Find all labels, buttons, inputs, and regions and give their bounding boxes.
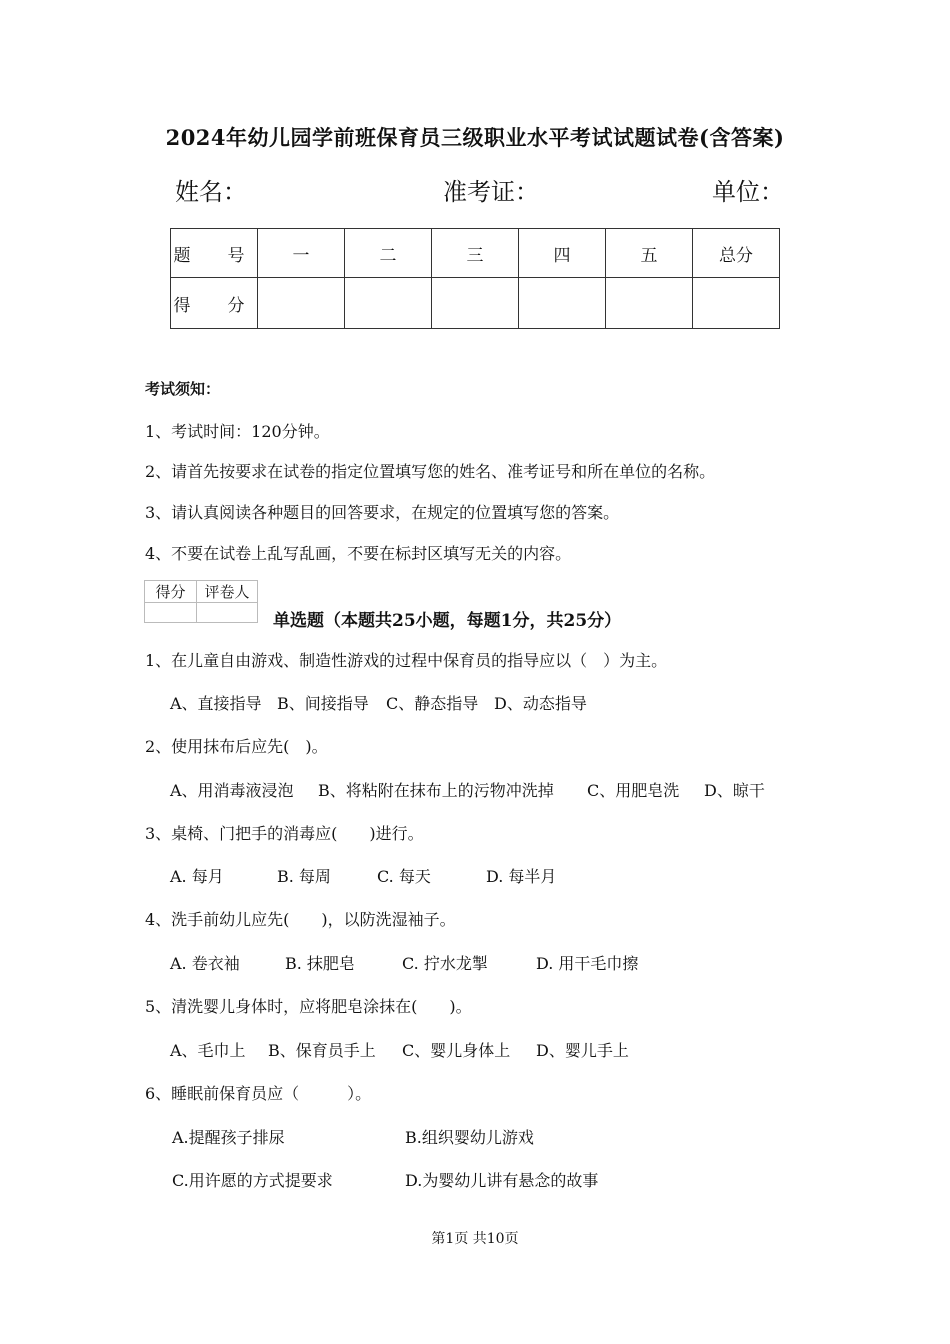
question-stem: 5、清洗婴儿身体时，应将肥皂涂抹在( )。: [145, 997, 472, 1016]
grader-score-cell[interactable]: [145, 603, 197, 623]
score-table-score-row: [171, 278, 780, 329]
notice-item: 1、考试时间：120分钟。: [145, 422, 330, 441]
option[interactable]: D、婴儿手上: [536, 1041, 629, 1060]
grader-score-label: 得分: [145, 581, 197, 603]
grader-name-label: 评卷人: [197, 581, 258, 603]
option[interactable]: C、静态指导: [386, 694, 479, 713]
notice-item: 2、请首先按要求在试卷的指定位置填写您的姓名、准考证号和所在单位的名称。: [145, 462, 716, 481]
option[interactable]: B.组织婴幼儿游戏: [405, 1128, 534, 1147]
score-table-header-cell: 三: [432, 229, 519, 278]
question-stem: 4、洗手前幼儿应先( )，以防洗湿袖子。: [145, 910, 456, 929]
grader-box: [144, 580, 258, 623]
score-table: [170, 228, 780, 329]
score-table-header-label: 题 号: [171, 229, 258, 278]
option[interactable]: B、间接指导: [277, 694, 369, 713]
option[interactable]: D. 用干毛巾擦: [536, 954, 639, 973]
option[interactable]: C、用肥皂洗: [587, 781, 680, 800]
option[interactable]: B、保育员手上: [268, 1041, 376, 1060]
option[interactable]: A、直接指导: [170, 694, 262, 713]
option[interactable]: D、晾干: [704, 781, 765, 800]
score-table-header-cell: 二: [345, 229, 432, 278]
option[interactable]: C. 拧水龙掣: [402, 954, 488, 973]
exam-id-label: 准考证：: [443, 178, 539, 206]
score-table-score-label: 得 分: [171, 278, 258, 329]
option[interactable]: B. 每周: [277, 867, 331, 886]
score-cell[interactable]: [693, 278, 780, 329]
score-cell[interactable]: [432, 278, 519, 329]
option[interactable]: A. 每月: [170, 867, 224, 886]
question-stem: 3、桌椅、门把手的消毒应( )进行。: [145, 824, 424, 843]
score-table-header-cell: 总分: [693, 229, 780, 278]
score-cell[interactable]: [258, 278, 345, 329]
option[interactable]: B、将粘附在抹布上的污物冲洗掉: [318, 781, 554, 800]
score-table-header-cell: 四: [519, 229, 606, 278]
score-table-header-row: [171, 229, 780, 278]
question-stem: 2、使用抹布后应先( )。: [145, 737, 328, 756]
notice-item: 4、不要在试卷上乱写乱画，不要在标封区填写无关的内容。: [145, 544, 572, 563]
option[interactable]: A.提醒孩子排尿: [172, 1128, 285, 1147]
name-label: 姓名：: [175, 178, 247, 206]
score-cell[interactable]: [345, 278, 432, 329]
notice-item: 3、请认真阅读各种题目的回答要求，在规定的位置填写您的答案。: [145, 503, 620, 522]
option[interactable]: A. 卷衣袖: [170, 954, 240, 973]
section-title: 单选题（本题共25小题，每题1分，共25分）: [273, 611, 622, 631]
option[interactable]: A、用消毒液浸泡: [170, 781, 294, 800]
question-stem: 1、在儿童自由游戏、制造性游戏的过程中保育员的指导应以（ ）为主。: [145, 651, 668, 670]
score-cell[interactable]: [519, 278, 606, 329]
notice-heading: 考试须知：: [145, 380, 221, 398]
option[interactable]: C. 每天: [377, 867, 431, 886]
document-title: 2024年幼儿园学前班保育员三级职业水平考试试题试卷(含答案): [165, 125, 785, 150]
option[interactable]: C.用许愿的方式提要求: [172, 1171, 333, 1190]
option[interactable]: A、毛巾上: [170, 1041, 246, 1060]
option[interactable]: D、动态指导: [494, 694, 587, 713]
score-table-header-cell: 一: [258, 229, 345, 278]
option[interactable]: C、婴儿身体上: [402, 1041, 511, 1060]
option[interactable]: B. 抹肥皂: [285, 954, 355, 973]
option[interactable]: D. 每半月: [486, 867, 557, 886]
page-footer: 第1页 共10页: [431, 1231, 519, 1247]
score-table-header-cell: 五: [606, 229, 693, 278]
option[interactable]: D.为婴幼儿讲有悬念的故事: [405, 1171, 599, 1190]
score-cell[interactable]: [606, 278, 693, 329]
grader-name-cell[interactable]: [197, 603, 258, 623]
question-stem: 6、睡眠前保育员应（ ）。: [145, 1084, 372, 1103]
unit-label: 单位：: [712, 178, 784, 206]
